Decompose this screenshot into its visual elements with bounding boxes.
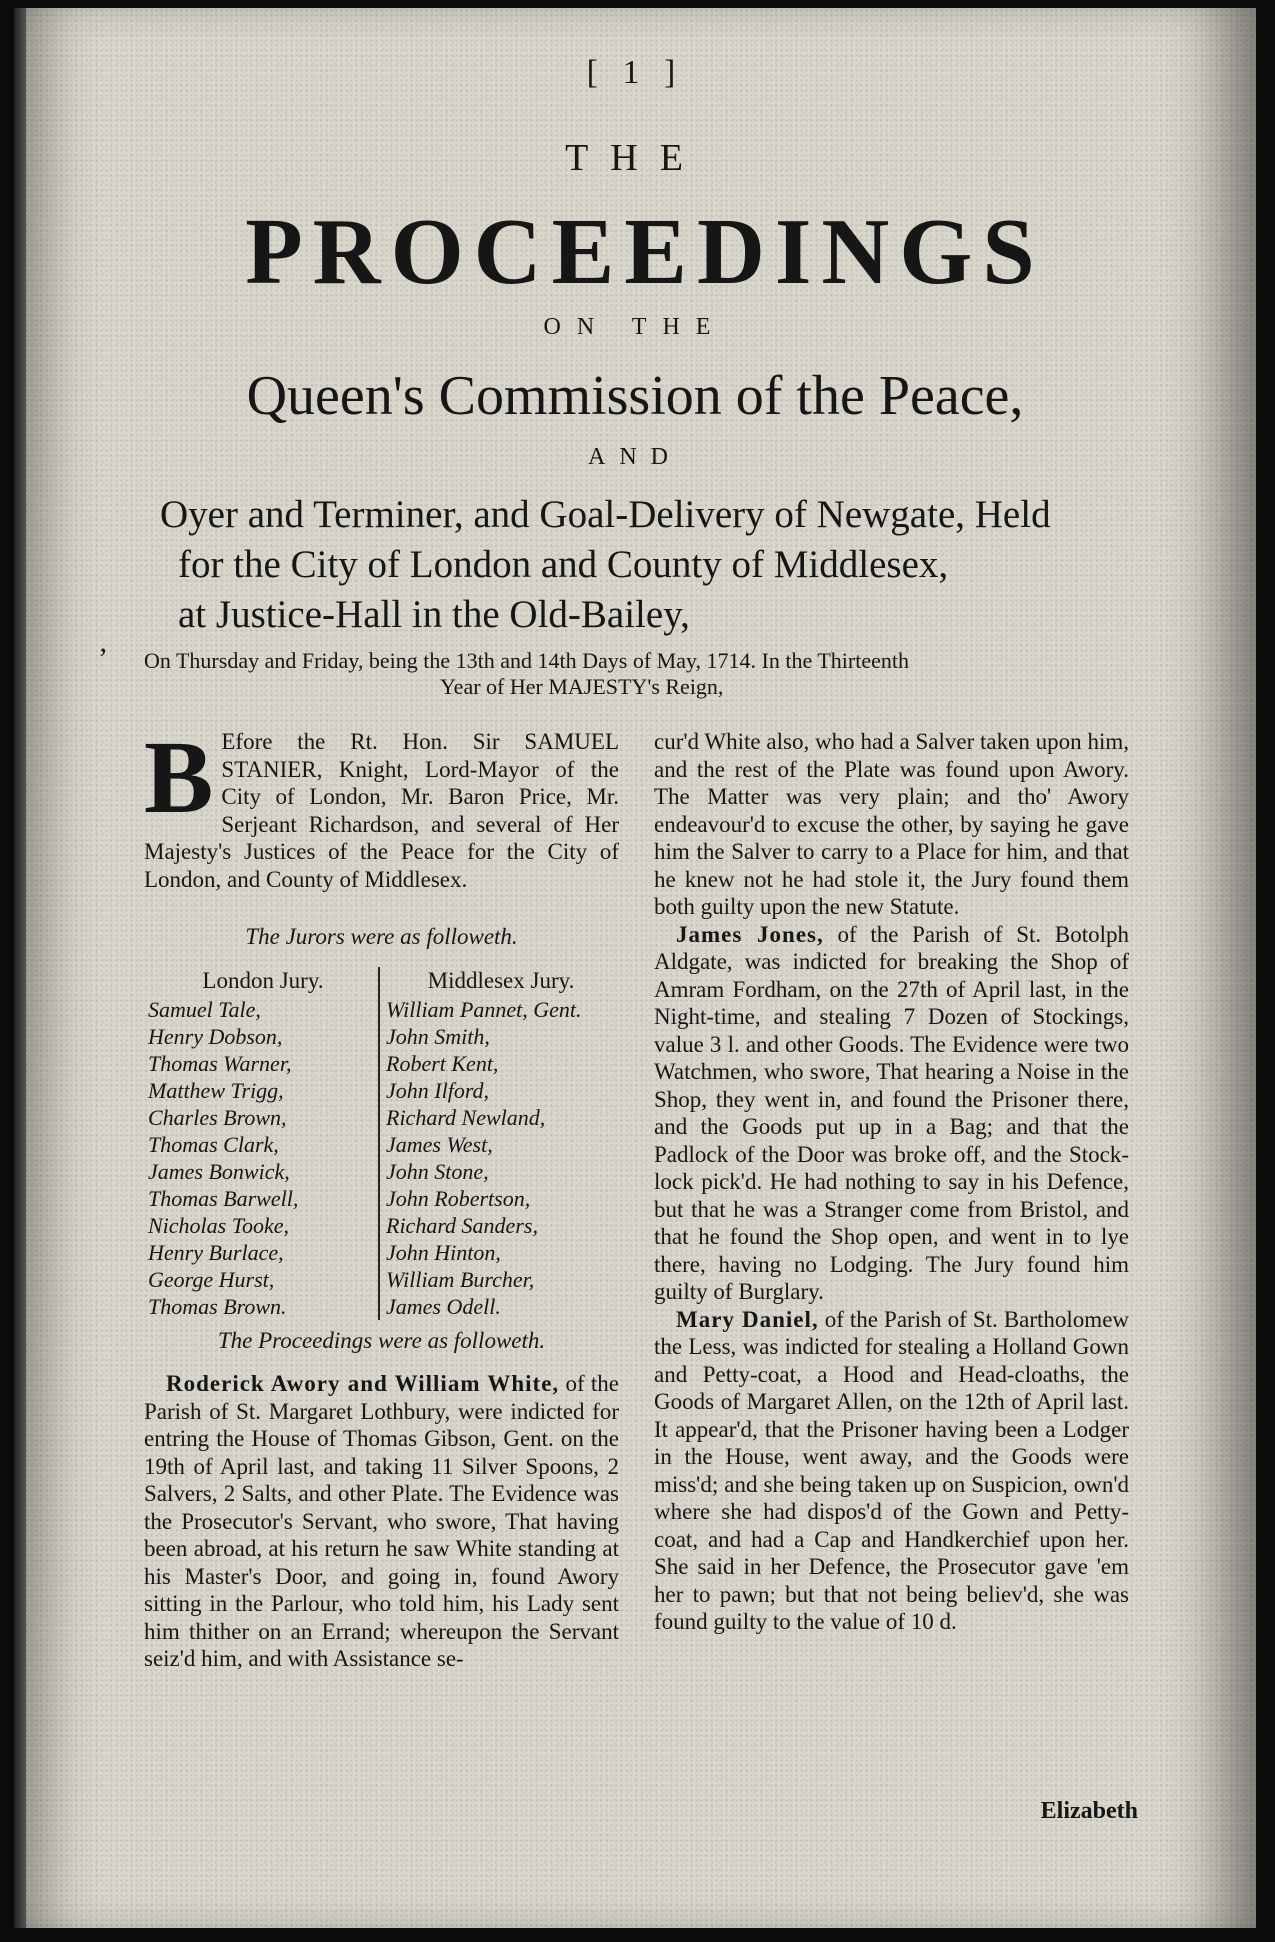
page-number: [ 1 ]	[586, 54, 684, 91]
juror-name: George Hurst,	[148, 1266, 275, 1292]
case-awory-white	[144, 1370, 619, 1673]
case-james-jones	[654, 921, 1129, 1306]
juror-name: Charles Brown,	[148, 1104, 287, 1130]
juror-name: John Smith,	[386, 1023, 490, 1049]
juror-name: Thomas Brown.	[148, 1293, 287, 1319]
juror-name: Thomas Clark,	[148, 1131, 279, 1157]
proceedings-heading: The Proceedings were as followeth.	[217, 1327, 546, 1353]
case-text: of the Parish of St. Botolph Aldgate, was indicted for breaking the Shop of Amram Fordham, on the 27th of April last, in the Night-time, and stealing 7 Dozen of Stockings, value 3 l. and other Goods. The Evidence were two Watchmen, who swore, That hearing a Noise in the Shop, they went in, and found the Prisoner there, and the Goods put up in a Bag; and that the Padlock of the Door was broke off, and the Stock-lock pick'd. He had nothing to say in his Defence, but that he was a Stranger come from Bristol, and that he found the Shop open, and went in to lye there, having no Lodging. The Jury found him guilty of Burglary.	[654, 921, 1129, 1304]
intro-text: Efore the Rt. Hon. Sir SAMUEL STANIER, Knight, Lord-Mayor of the City of London, Mr. Baron Price, Mr. Serjeant Richardson, and several of Her Majesty's Justices of the Peace for the City of London, and County of Middlesex.	[144, 729, 619, 892]
middlesex-jury	[378, 967, 616, 1320]
juror-name: Nicholas Tooke,	[148, 1212, 289, 1238]
catchword: Elizabeth	[1040, 1798, 1138, 1824]
juror-name: John Robertson,	[386, 1185, 531, 1211]
title-proceedings: PROCEEDINGS	[245, 200, 1045, 304]
case-text: of the Parish of St. Margaret Lothbury, were indicted for entring the House of Thomas Gibson, Gent. on the 19th of April last, and taking 11 Silver Spoons, 2 Salvers, 2 Salts, and other Plate. The Evidence was the Prosecutor's Servant, who swore, That having been abroad, at his return he saw White standing at his Master's Door, and going in, found Awory sitting in the Parlour, who told him, his Lady sent him thither on an Errand; whereupon the Servant seiz'd him, and with Assistance se-	[144, 1371, 619, 1671]
juror-name: John Ilford,	[386, 1077, 490, 1103]
juror-name: Samuel Tale,	[148, 996, 261, 1022]
juror-name: Robert Kent,	[386, 1050, 499, 1076]
case-text: of the Parish of St. Bartholomew the Less, was indicted for stealing a Holland Gown and Petty-coat, a Hood and Head-cloaths, the Goods of Margaret Allen, on the 12th of April last. It appear'd, that the Prisoner having been a Lodger in the House, went away, and the Goods were miss'd; and she being taken up on Suspicion, own'd where she had dispos'd of the Gown and Petty-coat, and had a Cap and Handkerchief upon her. She said in her Defence, the Prosecutor gave 'em her to pawn; but that not being believ'd, she was found guilty to the value of 10 d.	[654, 1306, 1130, 1634]
juror-name: Thomas Warner,	[148, 1050, 292, 1076]
drop-cap: B	[144, 720, 214, 835]
title-the: THE	[565, 137, 705, 179]
juror-name: William Pannet, Gent.	[386, 996, 582, 1022]
case-defendants: James Jones,	[676, 921, 824, 947]
margin-mark: ’	[98, 642, 108, 675]
title-line-2: for the City of London and County of Middlesex,	[178, 543, 949, 586]
title-line-1: Oyer and Terminer, and Goal-Delivery of Newgate, Held	[160, 493, 1051, 536]
case-defendants: Mary Daniel,	[676, 1306, 819, 1332]
juror-name: Thomas Barwell,	[148, 1185, 299, 1211]
intro-paragraph	[144, 720, 619, 893]
title-and: AND	[588, 444, 682, 470]
juror-name: Richard Sanders,	[386, 1212, 538, 1238]
case-awory-white-continued: cur'd White also, who had a Salver taken upon him, and the rest of the Plate was found upon Awory. The Matter was very plain; and tho' Awory endeavour'd to excuse the other, by saying he gave him the Salver to carry to a Place for him, and that he knew not he had stole it, the Jury found them both guilty upon the new Statute.	[654, 729, 1129, 919]
london-jury	[148, 967, 378, 1320]
left-column	[144, 720, 619, 1673]
case-mary-daniel	[654, 1306, 1129, 1636]
right-column	[654, 728, 1129, 1636]
title-on-the: ON THE	[543, 314, 727, 340]
juror-name: Henry Dobson,	[148, 1023, 283, 1049]
case-defendants: Roderick Awory and William White,	[166, 1371, 560, 1396]
middlesex-jury-heading: Middlesex Jury.	[427, 967, 575, 993]
juror-name: Matthew Trigg,	[148, 1077, 284, 1103]
juror-name: Richard Newland,	[386, 1104, 546, 1130]
jurors-heading: The Jurors were as followeth.	[245, 924, 518, 949]
juror-name: James Bonwick,	[148, 1158, 290, 1184]
juror-name: John Hinton,	[386, 1239, 501, 1265]
juror-name: James West,	[386, 1131, 493, 1157]
juror-name: John Stone,	[386, 1158, 489, 1184]
page-shadow-edge	[14, 8, 26, 1928]
london-jury-heading: London Jury.	[202, 967, 324, 993]
date-line-1: On Thursday and Friday, being the 13th and 14th Days of May, 1714. In the Thirteenth	[144, 648, 909, 673]
title-line-3: at Justice-Hall in the Old-Bailey,	[178, 593, 690, 636]
juror-name: William Burcher,	[386, 1266, 535, 1292]
juror-name: James Odell.	[386, 1293, 501, 1319]
juror-name: Henry Burlace,	[148, 1239, 284, 1265]
jury-lists	[148, 967, 619, 1319]
date-line-2: Year of Her MAJESTY's Reign,	[440, 674, 724, 699]
title-commission: Queen's Commission of the Peace,	[246, 365, 1024, 427]
document-page	[14, 8, 1256, 1928]
